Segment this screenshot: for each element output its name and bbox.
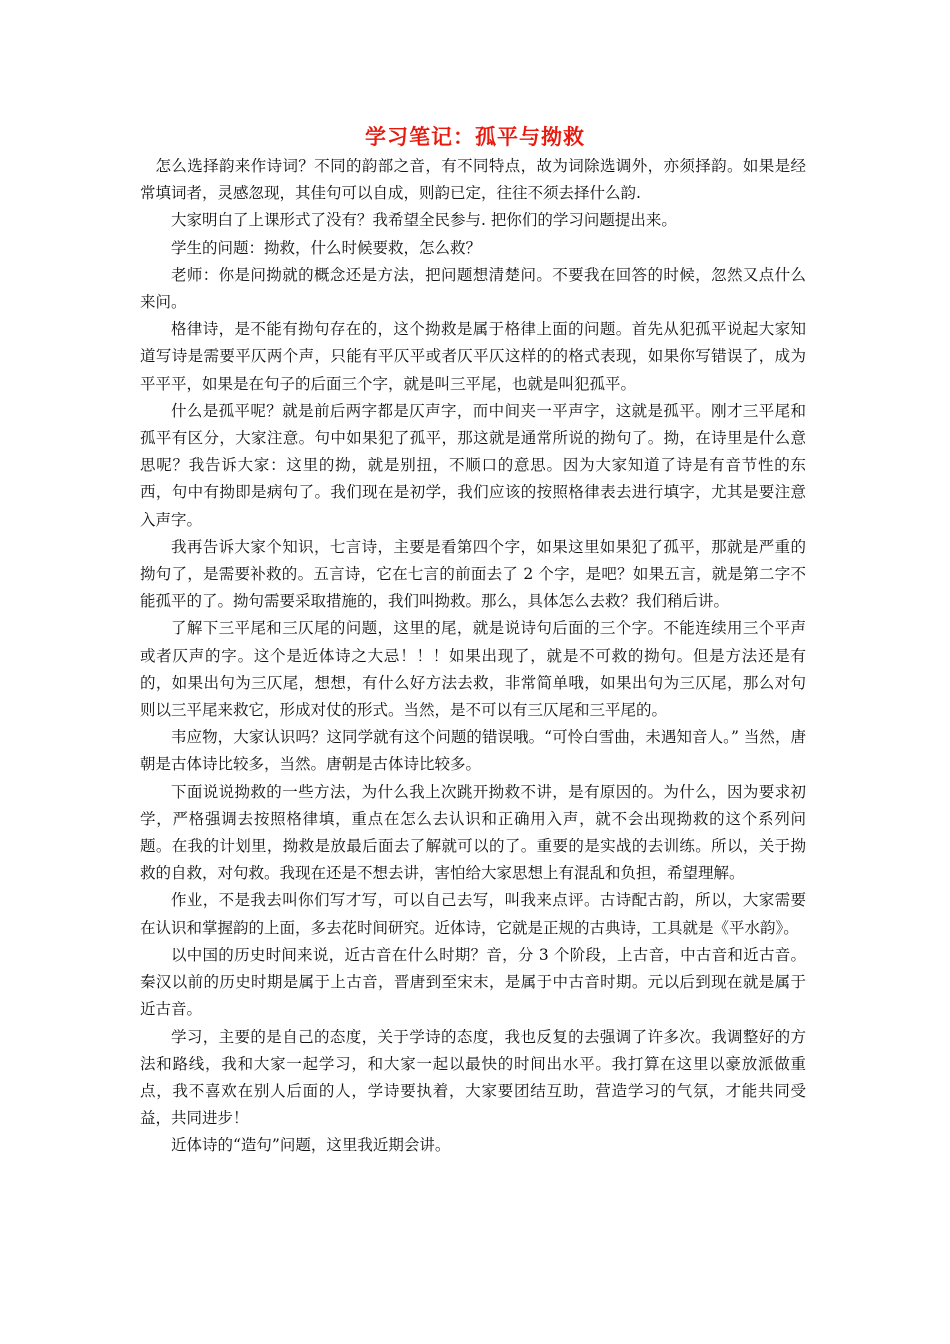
paragraph: 以中国的历史时间来说，近古音在什么时期？音，分 3 个阶段，上古音，中古音和近古音。秦汉以前的历史时期是属于上古音，晋唐到至宋末，是属于中古音时期。元以后到现在就是属于近古音。 <box>140 945 806 1019</box>
paragraph: 格律诗，是不能有拗句存在的，这个拗救是属于格律上面的问题。首先从犯孤平说起大家知道写诗是需要平仄两个声，只能有平仄平或者仄平仄这样的的格式表现，如果你写错误了，成为平平平，如果是在句子的后面三个字，就是叫三平尾，也就是叫犯孤平。 <box>140 320 806 393</box>
paragraph: 作业，不是我去叫你们写才写，可以自己去写，叫我来点评。古诗配古韵，所以，大家需要在认识和掌握韵的上面，多去花时间研究。近体诗，它就是正规的古典诗，工具就是《平水韵》。 <box>140 891 806 937</box>
paragraph: 韦应物，大家认识吗？这同学就有这个问题的错误哦。“可怜白雪曲，未遇知音人。” 当然，唐朝是古体诗比较多，当然。唐朝是古体诗比较多。 <box>140 728 806 774</box>
paragraph: 我再告诉大家个知识，七言诗，主要是看第四个字，如果这里如果犯了孤平，那就是严重的拗句了，是需要补救的。五言诗，它在七言的前面去了 2 个字，是吧？如果五言，就是第二字不能孤平的了。拗句需要采取措施的，我们叫拗救。那么，具体怎么去救？我们稍后讲。 <box>140 537 806 611</box>
document-title: 学习笔记：孤平与拗救 <box>365 124 585 149</box>
document-body <box>140 153 806 1160</box>
paragraph: 学生的问题：拗救，什么时候要救，怎么救？ <box>171 238 482 257</box>
paragraph: 下面说说拗救的一些方法，为什么我上次跳开拗救不讲，是有原因的。为什么，因为要求初学，严格强调去按照格律填，重点在怎么去认识和正确用入声，就不会出现拗救的这个系列问题。在我的计划里，拗救是放最后面去了解就可以的了。重要的是实战的去训练。所以，关于拗救的自救，对句救。我现在还是不想去讲，害怕给大家思想上有混乱和负担，希望理解。 <box>140 782 806 883</box>
paragraph: 怎么选择韵来作诗词？不同的韵部之音，有不同特点，故为词除选调外，亦须择韵。如果是经常填词者，灵感忽现，其佳句可以自成，则韵已定，往往不须去择什么韵. <box>140 157 806 203</box>
paragraph: 学习，主要的是自己的态度，关于学诗的态度，我也反复的去强调了许多次。我调整好的方法和路线，我和大家一起学习，和大家一起以最快的时间出水平。我打算在这里以豪放派做重点，我不喜欢在别人后面的人，学诗要执着，大家要团结互助，营造学习的气氛，才能共同受益，共同进步！ <box>140 1027 806 1128</box>
paragraph: 大家明白了上课形式了没有？我希望全民参与. 把你们的学习问题提出来。 <box>171 211 677 230</box>
paragraph: 近体诗的“造句”问题，这里我近期会讲。 <box>171 1136 451 1155</box>
paragraph: 老师：你是问拗就的概念还是方法，把问题想清楚问。不要我在回答的时候，忽然又点什么来问。 <box>140 265 806 312</box>
paragraph: 了解下三平尾和三仄尾的问题，这里的尾，就是说诗句后面的三个字。不能连续用三个平声或者仄声的字。这个是近体诗之大忌！！！如果出现了，就是不可救的拗句。但是方法还是有的，如果出句为三仄尾，想想，有什么好方法去救，非常简单哦，如果出句为三仄尾，那么对句则以三平尾来救它，形成对仗的形式。当然，是不可以有三仄尾和三平尾的。 <box>140 619 806 720</box>
paragraph: 什么是孤平呢？就是前后两字都是仄声字，而中间夹一平声字，这就是孤平。刚才三平尾和孤平有区分，大家注意。句中如果犯了孤平，那这就是通常所说的拗句了。拗，在诗里是什么意思呢？我告诉大家：这里的拗，就是别扭，不顺口的意思。因为大家知道了诗是有音节性的东西，句中有拗即是病句了。我们现在是初学，我们应该的按照格律表去进行填字，尤其是要注意入声字。 <box>140 401 806 529</box>
